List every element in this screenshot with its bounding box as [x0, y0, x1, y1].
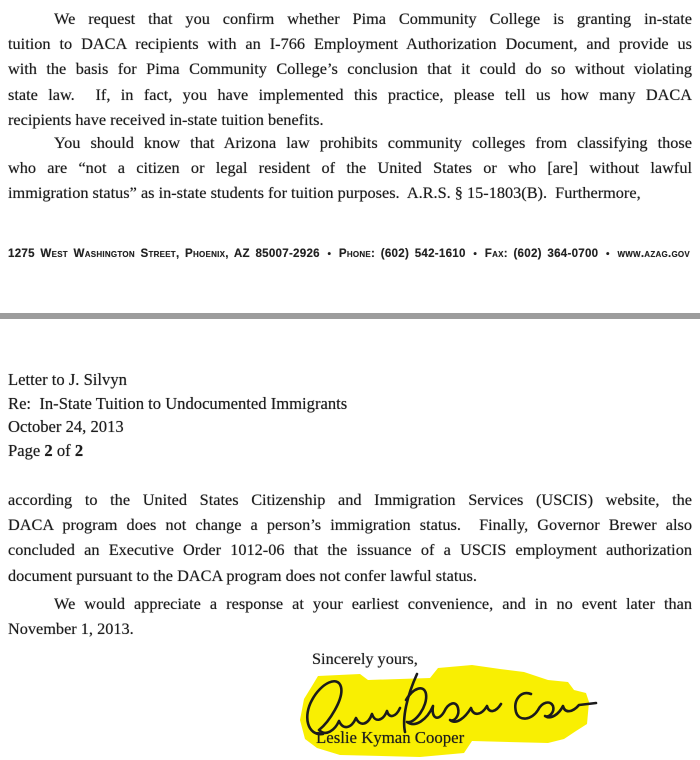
text-line: tuition to DACA recipients with an I-766 Employment Authorization Document, and provide us — [8, 34, 692, 54]
addressee-line: Letter to J. Silvyn — [8, 370, 127, 389]
closing-salutation: Sincerely yours, — [312, 649, 418, 668]
page-break-divider — [0, 313, 700, 319]
paragraph-request-confirmation — [8, 6, 692, 132]
of-word: of — [56, 440, 71, 460]
date-line: October 24, 2013 — [8, 417, 124, 437]
page-word: Page — [8, 440, 41, 460]
text-line: recipients have received in-state tuition benefits. — [8, 109, 324, 129]
text-line: state law. If, in fact, you have implemented this practice, please tell us how many DACA — [8, 84, 692, 104]
paragraph-arizona-law — [8, 130, 692, 206]
text-line: We would appreciate a response at your earliest convenience, and in no event later than — [54, 594, 692, 613]
footer-address-text: 1275 West Washington Street, Phoenix, AZ 85007-2926 — [8, 247, 320, 260]
letterhead-footer — [8, 247, 690, 260]
text-line: according to the United States Citizenship and Immigration Services (USCIS) website, the — [8, 490, 692, 509]
bullet-icon: • — [473, 249, 478, 260]
bullet-icon: • — [606, 249, 610, 260]
signature-printed-name: Leslie Kyman Cooper — [316, 728, 465, 747]
page-number: 2 — [44, 440, 53, 460]
text-line: DACA program does not change a person’s immigration status. Finally, Governor Brewer also — [8, 515, 692, 535]
footer-website-text: www.azag.gov — [617, 247, 690, 260]
text-line: You should know that Arizona law prohibits community colleges from classifying those — [54, 133, 692, 152]
text-line: concluded an Executive Order 1012-06 that the issuance of a USCIS employment authorization — [8, 540, 692, 560]
text-line: immigration status” as in-state students for tuition purposes. A.R.S. § 15-1803(B). Furthermore, — [8, 183, 641, 203]
paragraph-response-request — [8, 591, 692, 641]
footer-phone-text: Phone: (602) 542-1610 — [338, 247, 466, 260]
paragraph-uscis — [8, 487, 692, 588]
text-line: We request that you confirm whether Pima Community College is granting in-state — [54, 9, 692, 28]
text-line: who are “not a citizen or legal resident of the United States or who [are] without lawful — [8, 158, 692, 178]
page2-header-block — [8, 368, 347, 462]
text-line: November 1, 2013. — [8, 619, 134, 639]
page-number-line — [8, 439, 347, 463]
text-line: with the basis for Pima Community College’s conclusion that it could do so without violating — [8, 59, 692, 79]
footer-fax-text: Fax: (602) 364-0700 — [484, 247, 599, 260]
re-subject-line: Re: In-State Tuition to Undocumented Immigrants — [8, 393, 348, 413]
page-total: 2 — [74, 440, 84, 460]
bullet-icon: • — [327, 249, 332, 260]
text-line: document pursuant to the DACA program does not confer lawful status. — [8, 565, 477, 585]
